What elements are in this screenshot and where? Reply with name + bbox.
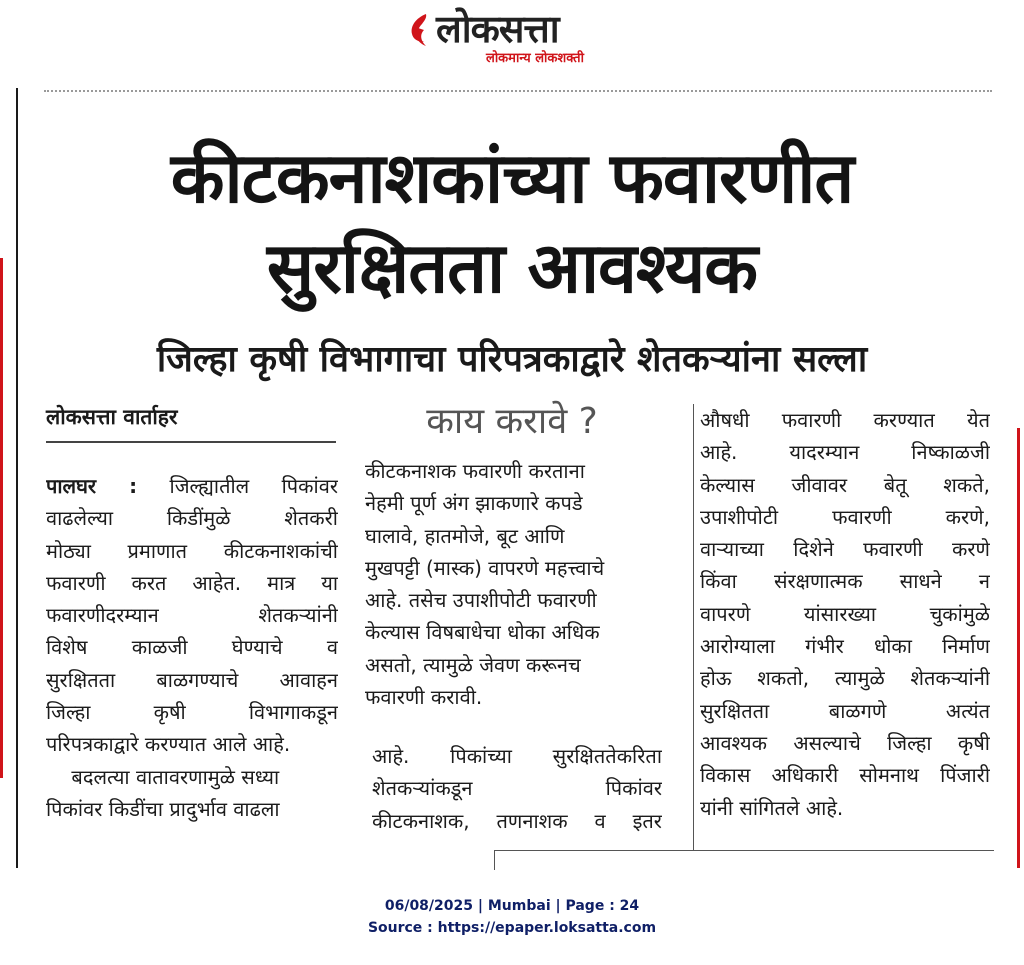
column-3-line: केल्यास जीवावर बेतू शकते, xyxy=(700,472,990,497)
footer-meta: 06/08/2025 | Mumbai | Page : 24 xyxy=(384,898,640,914)
headline-line-1: कीटकनाशकांच्या फवारणीत xyxy=(170,137,854,219)
left-edge-red-bar xyxy=(0,258,3,778)
column-1-line: मोठ्या प्रमाणात कीटकनाशकांची xyxy=(46,538,338,563)
masthead-tagline: लोकमान्य लोकशक्ती xyxy=(486,51,584,66)
column-3-line: आहे. यादरम्यान निष्काळजी xyxy=(700,440,990,465)
sidebar-box-line: घालावे, हातमोजे, बूट आणि xyxy=(365,523,565,548)
column-1-line: वाढलेल्या किडींमुळे शेतकरी xyxy=(46,506,338,531)
column-1-line: विशेष काळजी घेण्याचे व xyxy=(46,635,338,660)
column-1-line: पिकांवर किडींचा प्रादुर्भाव वाढला xyxy=(46,796,280,821)
sidebar-box-title: काय करावे ? xyxy=(426,401,598,442)
byline-rule xyxy=(46,441,336,443)
column-3-line: आरोग्याला गंभीर धोका निर्माण xyxy=(700,634,990,659)
column-3-line: होऊ शकतो, त्यामुळे शेतकऱ्यांनी xyxy=(700,666,990,691)
sidebar-box-line: नेहमी पूर्ण अंग झाकणारे कपडे xyxy=(365,491,583,516)
column-3-line: सुरक्षितता बाळगणे अत्यंत xyxy=(700,698,990,723)
column-3-line: किंवा संरक्षणात्मक साधने न xyxy=(700,569,990,594)
headline-line-2: सुरक्षितता आवश्यक xyxy=(266,227,758,309)
column-1-line: फवारणी करत आहेत. मात्र या xyxy=(46,570,338,595)
sidebar-box-line: कीटकनाशक फवारणी करताना xyxy=(365,459,585,483)
column-1-line: जिल्हा कृषी विभागाकडून xyxy=(46,700,338,725)
column-2-line: आहे. पिकांच्या सुरक्षिततेकरिता xyxy=(372,744,662,768)
column-3-line: विकास अधिकारी सोमनाथ पिंजारी xyxy=(700,763,990,788)
column-1-line: पालघर : जिल्ह्यातील पिकांवर xyxy=(46,474,338,498)
column-3-line: औषधी फवारणी करण्यात येत xyxy=(700,408,990,432)
masthead xyxy=(0,0,1024,80)
column-3-line: उपाशीपोटी फवारणी करणे, xyxy=(700,504,990,529)
sidebar-box-line: केल्यास विषबाधेचा धोका अधिक xyxy=(365,620,600,645)
left-column-rule xyxy=(16,88,18,868)
column-3-left-rule xyxy=(693,404,694,850)
loksatta-logo-swoosh-icon xyxy=(406,12,436,48)
column-3-line: वाऱ्याच्या दिशेने फवारणी करणे xyxy=(700,537,990,562)
column-3-bottom-rule xyxy=(494,850,994,851)
column-3-line: वापरणे यांसारख्या चुकांमुळे xyxy=(700,601,990,626)
column-1-line: सुरक्षितता बाळगण्याचे आवाहन xyxy=(46,667,338,692)
article-column-1 xyxy=(46,470,338,825)
article-column-2 xyxy=(372,740,662,837)
sidebar-box-line: असतो, त्यामुळे जेवण करूनच xyxy=(365,652,581,677)
masthead-logo-text: लोकसत्ता xyxy=(436,7,559,51)
column-1-line: परिपत्रकाद्वारे करण्यात आले आहे. xyxy=(46,732,291,757)
right-edge-red-bar xyxy=(1017,428,1020,868)
sidebar-box-line: मुखपट्टी (मास्क) वापरणे महत्त्वाचे xyxy=(365,555,605,580)
sidebar-box-line: आहे. तसेच उपाशीपोटी फवारणी xyxy=(365,588,597,613)
column-2-line: शेतकऱ्यांकडून पिकांवर xyxy=(372,776,662,801)
column-2-line: कीटकनाशक, तणनाशक व इतर xyxy=(372,808,662,833)
subheadline: जिल्हा कृषी विभागाचा परिपत्रकाद्वारे शेतकऱ्यांना सल्ला xyxy=(156,339,868,380)
dateline: पालघर : xyxy=(46,474,138,498)
column-1-line: फवारणीदरम्यान शेतकऱ्यांनी xyxy=(46,603,338,628)
sidebar-box-line: फवारणी करावी. xyxy=(365,685,483,710)
byline: लोकसत्ता वार्ताहर xyxy=(46,405,178,429)
article-column-3 xyxy=(700,404,990,824)
sidebar-box xyxy=(365,455,657,713)
column-3-line: यांनी सांगितले आहे. xyxy=(700,795,844,820)
footer-source: Source : https://epaper.loksatta.com xyxy=(367,920,657,936)
column-2-bottom-rule xyxy=(494,850,495,870)
column-3-line: आवश्यक असल्याचे जिल्हा कृषी xyxy=(700,730,990,755)
top-dotted-rule xyxy=(44,90,992,92)
column-1-line: बदलत्या वातावरणामुळे सध्या xyxy=(46,764,280,789)
